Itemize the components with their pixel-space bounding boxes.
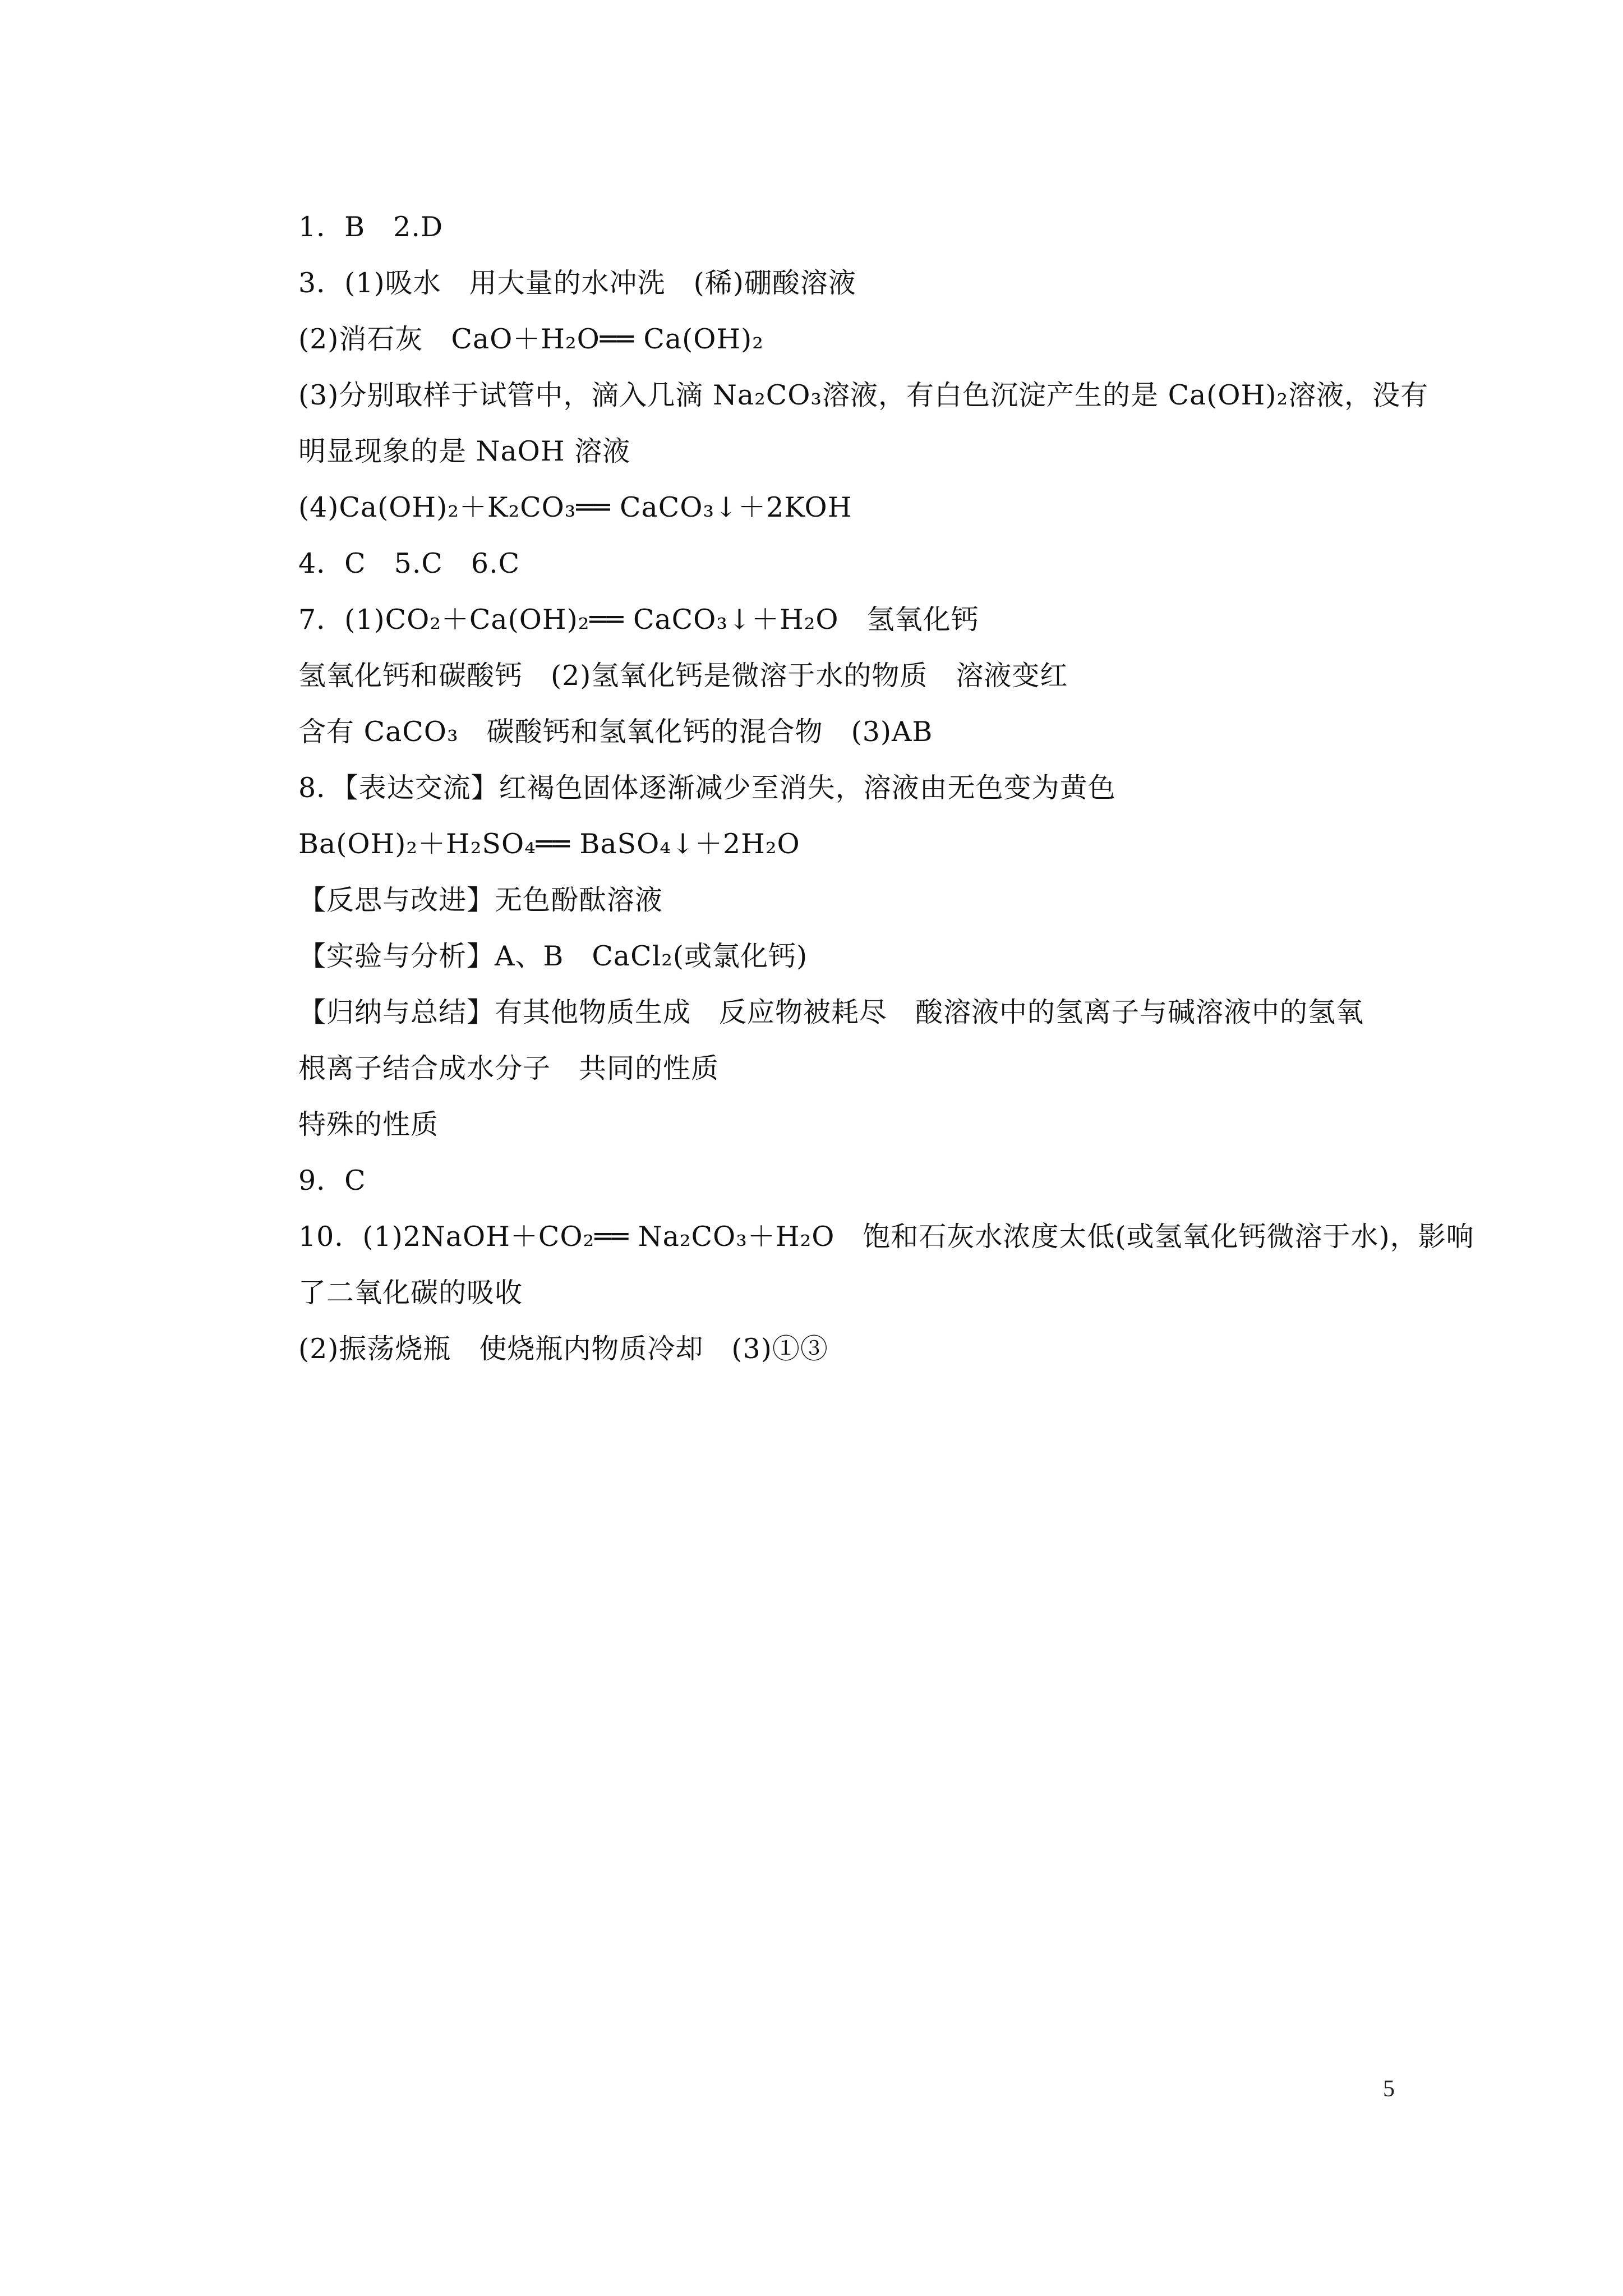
answer-line-3-3b: 明显现象的是 NaOH 溶液 (298, 435, 631, 467)
answer-line-8-3: 【反思与改进】无色酚酞溶液 (298, 884, 663, 916)
answer-line-7-1: 7．(1)CO₂＋Ca(OH)₂══ CaCO₃↓＋H₂O 氢氧化钙 (298, 604, 979, 636)
answer-line-1-2: 1．B 2.D (298, 211, 444, 243)
answer-line-3-1: 3．(1)吸水 用大量的水冲洗 (稀)硼酸溶液 (298, 267, 856, 299)
answer-line-3-4: (4)Ca(OH)₂＋K₂CO₃══ CaCO₃↓＋2KOH (298, 491, 852, 523)
answer-line-10-1b: 了二氧化碳的吸收 (298, 1277, 523, 1309)
answer-line-8-5c: 特殊的性质 (298, 1108, 439, 1140)
answer-line-3-3a: (3)分别取样于试管中，滴入几滴 Na₂CO₃溶液，有白色沉淀产生的是 Ca(OH)₂溶液，没有 (298, 379, 1429, 411)
answer-line-8-1: 8．【表达交流】红褐色固体逐渐减少至消失，溶液由无色变为黄色 (298, 772, 1116, 804)
page-number: 5 (1383, 2076, 1395, 2102)
answer-line-4-6: 4．C 5.C 6.C (298, 547, 520, 579)
answer-line-8-4: 【实验与分析】A、B CaCl₂(或氯化钙) (298, 940, 808, 972)
answer-text (298, 199, 1474, 1377)
answer-line-3-2: (2)消石灰 CaO＋H₂O══ Ca(OH)₂ (298, 323, 764, 355)
answer-line-10-1a: 10．(1)2NaOH＋CO₂══ Na₂CO₃＋H₂O 饱和石灰水浓度太低(或氢氧化钙微溶于水)，影响 (298, 1221, 1474, 1253)
answer-line-8-2: Ba(OH)₂＋H₂SO₄══ BaSO₄↓＋2H₂O (298, 828, 800, 860)
answer-line-8-5b: 根离子结合成水分子 共同的性质 (298, 1052, 720, 1084)
answer-line-7-2: 氢氧化钙和碳酸钙 (2)氢氧化钙是微溶于水的物质 溶液变红 (298, 660, 1068, 692)
answer-line-8-5a: 【归纳与总结】有其他物质生成 反应物被耗尽 酸溶液中的氢离子与碱溶液中的氢氧 (298, 996, 1364, 1028)
answer-line-7-3: 含有 CaCO₃ 碳酸钙和氢氧化钙的混合物 (3)AB (298, 716, 933, 748)
answer-line-10-2: (2)振荡烧瓶 使烧瓶内物质冷却 (3)①③ (298, 1333, 828, 1365)
answer-line-9: 9．C (298, 1165, 366, 1197)
